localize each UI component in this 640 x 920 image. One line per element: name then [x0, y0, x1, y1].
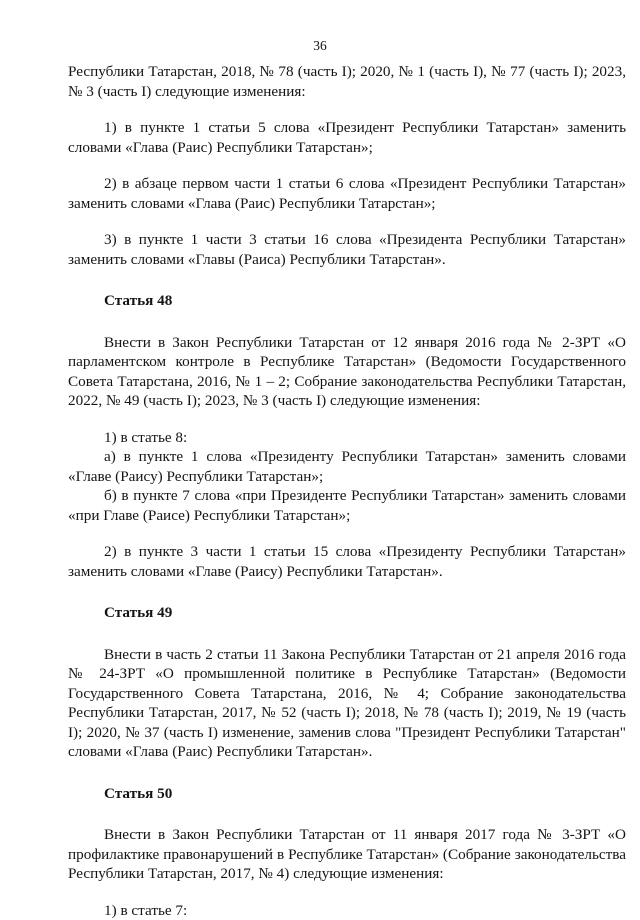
article-48-intro: Внести в Закон Республики Татарстан от 12 января 2016 года № 2-ЗРТ «О парламентском контроле в Республике Татарстан» (Ведомости Государственного Совета Татарстана, 2016, № 1 – 2; Собрание законодательства Республики Татарстан, 2022, № 49 (часть I); 2023, № 3 (часть I) следующие изменения: [68, 333, 626, 411]
article-48-item-1: 1) в статье 8: [68, 428, 626, 448]
article-49-heading: Статья 49 [68, 603, 626, 623]
paragraph-continuation: Республики Татарстан, 2018, № 78 (часть I); 2020, № 1 (часть I), № 77 (часть I); 2023, № 3 (часть I) следующие изменения: [68, 62, 626, 101]
article-50-heading: Статья 50 [68, 784, 626, 804]
paragraph-amendment-2: 2) в абзаце первом части 1 статьи 6 слова «Президент Республики Татарстан» заменить словами «Глава (Раис) Республики Татарстан»; [68, 174, 626, 213]
paragraph-amendment-1: 1) в пункте 1 статьи 5 слова «Президент Республики Татарстан» заменить словами «Глава (Раис) Республики Татарстан»; [68, 118, 626, 157]
article-48-item-1b: б) в пункте 7 слова «при Президенте Республики Татарстан» заменить словами «при Главе (Раисе) Республики Татарстан»; [68, 486, 626, 525]
document-body [68, 62, 626, 920]
paragraph-amendment-3: 3) в пункте 1 части 3 статьи 16 слова «Президента Республики Татарстан» заменить словами «Главы (Раиса) Республики Татарстан». [68, 230, 626, 269]
article-49-text: Внести в часть 2 статьи 11 Закона Республики Татарстан от 21 апреля 2016 года № 24-ЗРТ «О промышленной политике в Республике Татарстан» (Ведомости Государственного Совета Татарстана, 2016, № 4; Собрание законодательства Республики Татарстан, 2017, № 52 (часть I); 2018, № 78 (часть I); 2019, № 19 (часть I); 2020, № 37 (часть I) изменение, заменив слова "Президент Республики Татарстан" словами «Глава (Раис) Республики Татарстан». [68, 645, 626, 762]
article-48-heading: Статья 48 [68, 291, 626, 311]
article-50-item-1: 1) в статье 7: [68, 901, 626, 920]
article-48-item-2: 2) в пункте 3 части 1 статьи 15 слова «Президенту Республики Татарстан» заменить словами «Главе (Раису) Республики Татарстан». [68, 542, 626, 581]
article-48-item-1a: а) в пункте 1 слова «Президенту Республики Татарстан» заменить словами «Главе (Раису) Республики Татарстан»; [68, 447, 626, 486]
article-50-intro: Внести в Закон Республики Татарстан от 11 января 2017 года № 3-ЗРТ «О профилактике правонарушений в Республике Татарстан» (Собрание законодательства Республики Татарстан, 2017, № 4) следующие изменения: [68, 825, 626, 884]
page-number: 36 [0, 38, 640, 54]
